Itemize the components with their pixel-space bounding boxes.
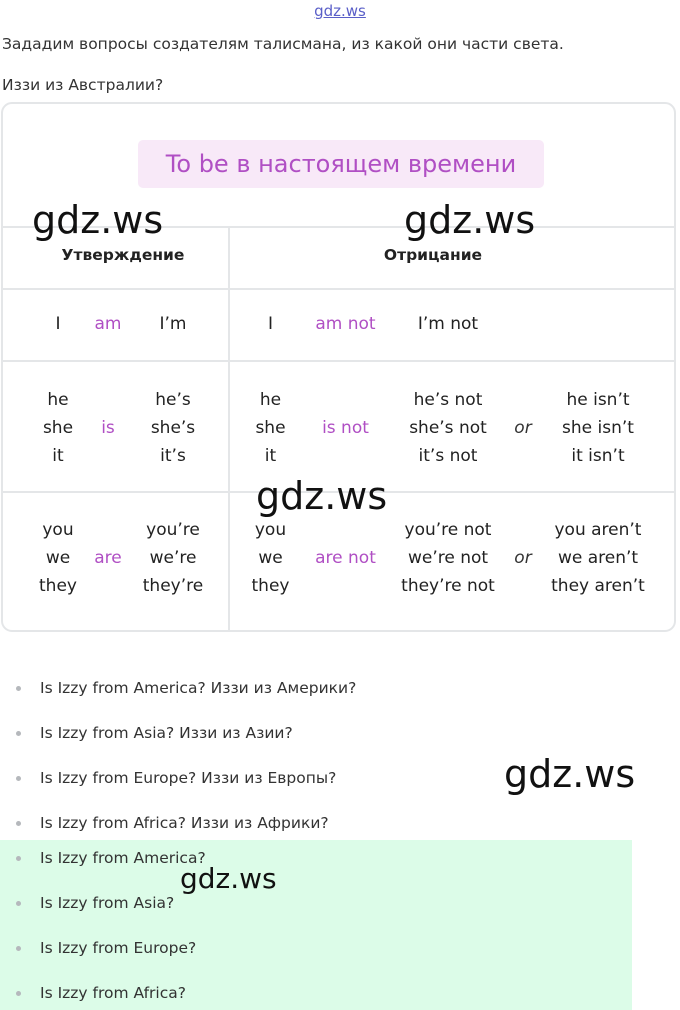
row-verb: is (101, 418, 115, 438)
row-pronouns: I (55, 314, 61, 334)
watermark: gdz.ws (32, 198, 164, 242)
bullet-icon (16, 686, 21, 691)
row-neg-contracted: I’m not (417, 314, 479, 334)
question-text: Иззи из Австралии? (2, 76, 164, 94)
row-neg-pronouns: he she it (255, 390, 286, 466)
question-item: Is Izzy from Africa? Иззи из Африки? (40, 814, 329, 832)
bullet-icon (16, 776, 21, 781)
site-logo-link[interactable]: gdz.ws (314, 2, 366, 20)
or-label: or (514, 418, 532, 438)
bullet-icon (16, 731, 21, 736)
row-pronouns: you we they (39, 520, 77, 596)
row-contracted: he’s she’s it’s (150, 390, 196, 466)
row-neg-contracted: he’s not she’s not it’s not (409, 390, 487, 466)
bullet-icon (16, 991, 21, 996)
intro-text: Зададим вопросы создателям талисмана, из какой они части света. (2, 35, 564, 53)
table-divider (3, 360, 676, 362)
column-header-affirmative: Утверждение (61, 246, 185, 264)
row-neg-pronouns: you we they (251, 520, 290, 596)
answer-item: Is Izzy from Europe? (40, 939, 197, 957)
watermark: gdz.ws (504, 752, 636, 796)
bullet-icon (16, 821, 21, 826)
watermark: gdz.ws (256, 474, 388, 518)
row-neg-verb: are not (315, 548, 376, 568)
answer-item: Is Izzy from America? (40, 849, 206, 867)
row-neg-verb: am not (315, 314, 376, 334)
question-item: Is Izzy from Asia? Иззи из Азии? (40, 724, 293, 742)
bullet-icon (16, 856, 21, 861)
row-neg-contracted-alt: he isn’t she isn’t it isn’t (562, 390, 634, 466)
question-item: Is Izzy from America? Иззи из Америки? (40, 679, 357, 697)
grammar-table-card (1, 102, 676, 632)
row-contracted: I’m (159, 314, 187, 334)
watermark: gdz.ws (404, 198, 536, 242)
row-verb: am (94, 314, 122, 334)
row-neg-pronouns: I (267, 314, 273, 334)
question-item: Is Izzy from Europe? Иззи из Европы? (40, 769, 337, 787)
answer-item: Is Izzy from Africa? (40, 984, 186, 1002)
bullet-icon (16, 901, 21, 906)
bullet-icon (16, 946, 21, 951)
row-verb: are (94, 548, 122, 568)
row-pronouns: he she it (42, 390, 74, 466)
table-divider (3, 288, 676, 290)
or-label: or (514, 548, 532, 568)
table-title: To be в настоящем времени (138, 140, 544, 188)
row-neg-contracted-alt: you aren’t we aren’t they aren’t (551, 520, 645, 596)
answer-item: Is Izzy from Asia? (40, 894, 175, 912)
row-neg-verb: is not (322, 418, 369, 438)
column-header-negative: Отрицание (383, 246, 483, 264)
row-contracted: you’re we’re they’re (142, 520, 204, 596)
row-neg-contracted: you’re not we’re not they’re not (401, 520, 495, 596)
table-column-divider (228, 226, 230, 630)
watermark: gdz.ws (180, 862, 277, 895)
